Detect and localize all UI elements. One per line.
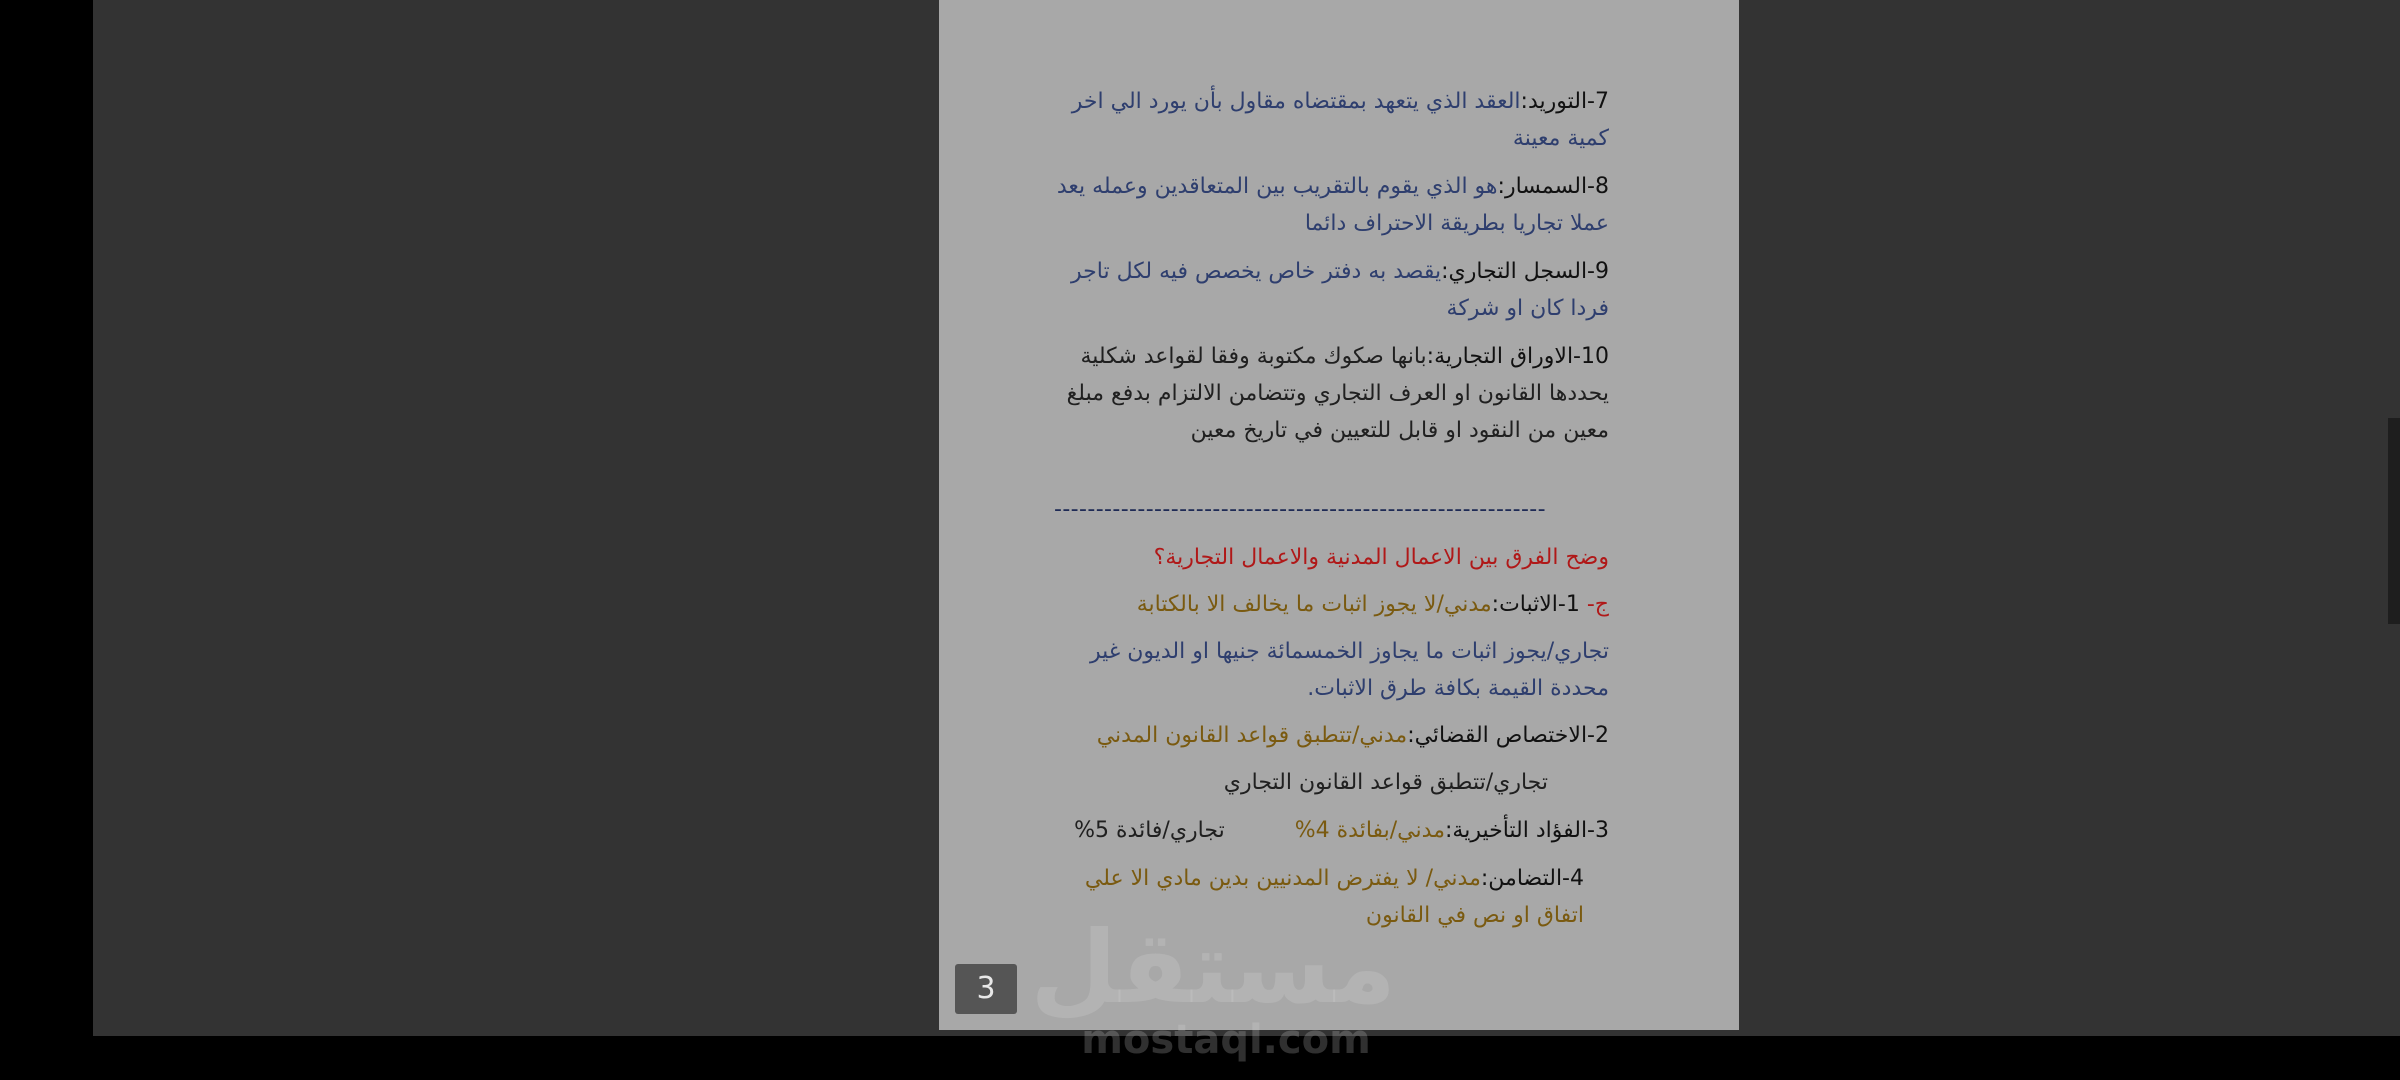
term-proof: 1-الاثبات:: [1491, 592, 1580, 617]
term-jurisdiction: 2-الاختصاص القضائي:: [1407, 723, 1609, 748]
answer-interest: [1054, 812, 1609, 849]
document-viewer[interactable]: [93, 0, 2400, 1036]
proof-civil: مدني/لا يجوز اثبات ما يخالف الا بالكتابة: [1136, 592, 1492, 617]
paragraph-commercial-register: [1054, 253, 1609, 327]
definition-supply: العقد الذي يتعهد بمقتضاه مقاول بأن يورد الي اخر كمية معينة: [1071, 89, 1609, 151]
definition-broker: هو الذي يقوم بالتقريب بين المتعاقدين وعمله يعد عملا تجاريا بطريقة الاحتراف دائما: [1056, 174, 1609, 236]
term-interest: 3-الفؤاد التأخيرية:: [1444, 818, 1609, 843]
answer-jurisdiction-commercial: تجاري/تتطبق قواعد القانون التجاري: [1223, 770, 1548, 795]
document-page: [939, 0, 1739, 1030]
watermark-logo: [1030, 909, 1396, 1068]
watermark-latin: mostaql.com: [1081, 1017, 1371, 1063]
vertical-scrollbar-thumb[interactable]: [2388, 418, 2400, 624]
answer-jurisdiction-civil: [1054, 717, 1609, 754]
interest-commercial: تجاري/فائدة 5%: [1074, 818, 1225, 843]
answer-proof-civil: [1054, 586, 1609, 623]
definition-commercial-register: يقصد به دفتر خاص يخصص فيه لكل تاجر فردا كان او شركة: [1071, 259, 1609, 321]
paragraph-commercial-papers: [1054, 338, 1609, 449]
solidarity-civil: مدني/ لا يفترض المدنيين بدين مادي الا علي اتفاق او نص في القانون: [1084, 866, 1584, 928]
answer-proof-commercial: تجاري/يجوز اثبات ما يجاوز الخمسمائة جنيها او الديون غير محددة القيمة بكافة طرق الاثبات.: [1089, 639, 1609, 701]
interest-civil: مدني/بفائدة 4%: [1294, 818, 1445, 843]
term-commercial-register: 9-السجل التجاري:: [1441, 259, 1609, 284]
answer-prefix: ج-: [1579, 592, 1609, 617]
question-heading: وضح الفرق بين الاعمال المدنية والاعمال التجارية؟: [1153, 545, 1609, 570]
term-supply: 7-التوريد:: [1520, 89, 1609, 114]
paragraph-supply: [1054, 83, 1609, 157]
watermark-arabic: مستقل: [1030, 909, 1396, 1026]
term-solidarity: 4-التضامن:: [1480, 866, 1584, 891]
definition-commercial-papers: بانها صكوك مكتوبة وفقا لقواعد شكلية يحددها القانون او العرف التجاري وتتضامن الالتزام بدفع مبلغ معين من النقود او قابل للتعيين في تاريخ معين: [1066, 344, 1609, 443]
term-commercial-papers: 10-الاوراق التجارية:: [1426, 344, 1609, 369]
separator-line: -----------------------------------------------------------: [1054, 497, 1546, 522]
term-broker: 8-السمسار:: [1497, 174, 1609, 199]
paragraph-broker: [1054, 168, 1609, 242]
jurisdiction-civil: مدني/تتطبق قواعد القانون المدني: [1096, 723, 1408, 748]
page-number-badge: 3: [955, 964, 1017, 1014]
